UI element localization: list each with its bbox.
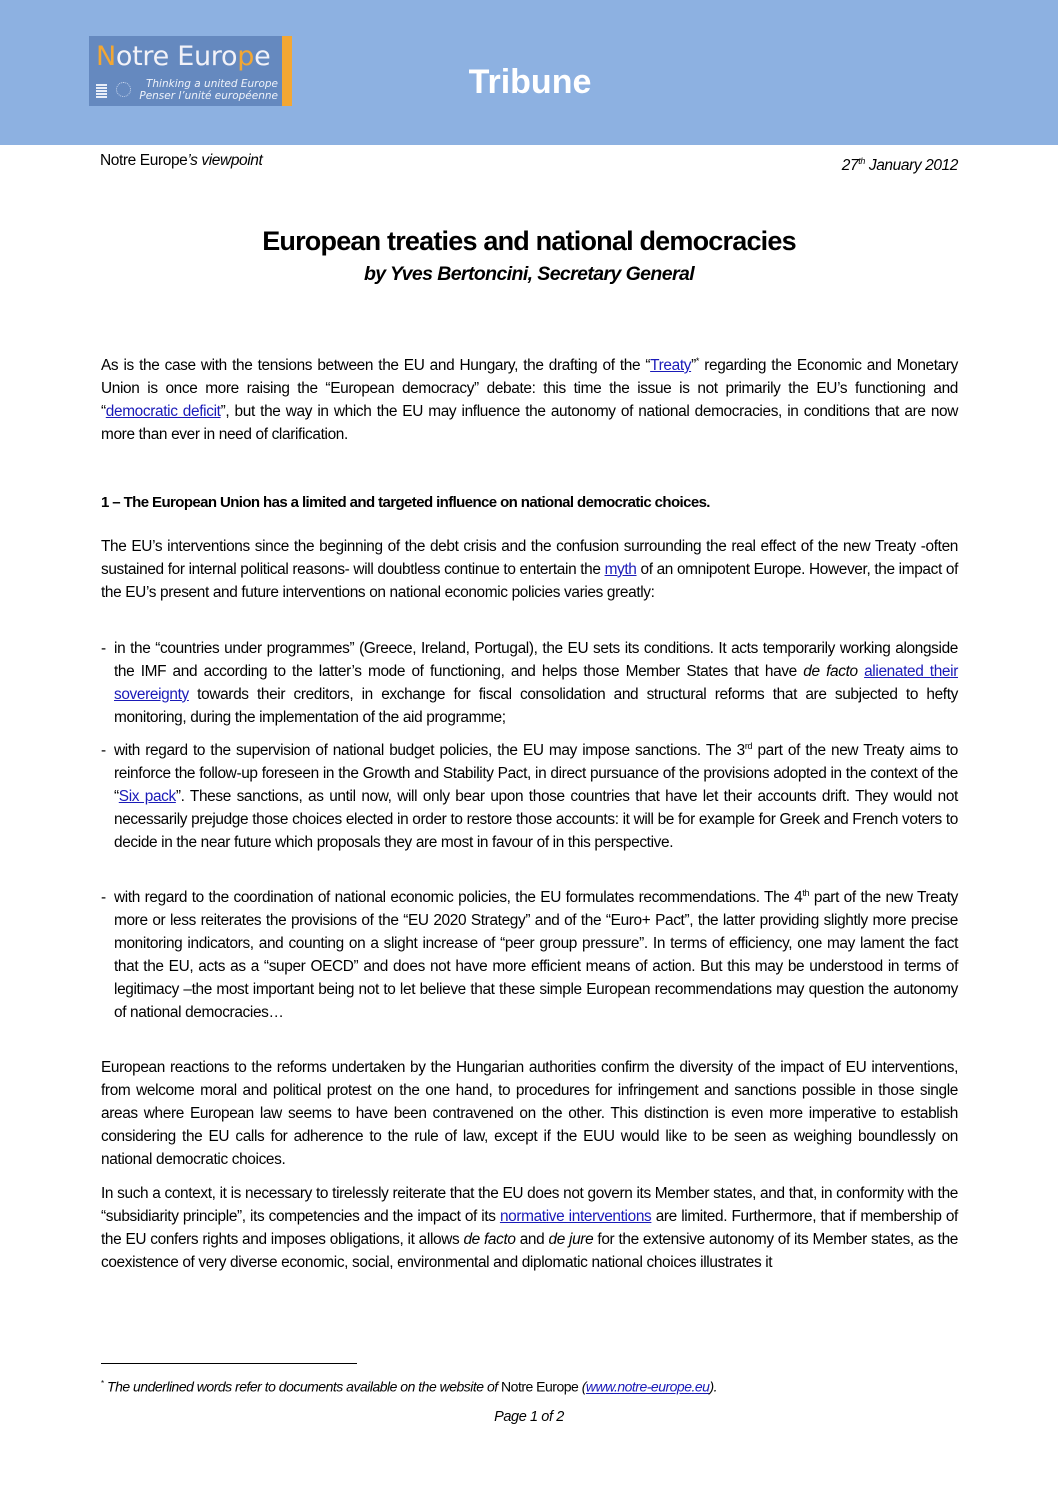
text-run: part of the new Treaty aims to reinforce the follow-up foreseen in the Growth and Stability Pact, in direct pursuance of the provisions adopted in the context of the “ xyxy=(114,742,958,805)
article-byline: by Yves Bertoncini, Secretary General xyxy=(363,263,695,285)
alienated-sovereignty-link[interactable]: alienated their sovereignty xyxy=(114,662,958,703)
footnote-mark: * xyxy=(695,355,700,366)
text-run: ”, but the way in which the EU may influence the autonomy of national democracies, in conditions that are now more than ever in need of clarification. xyxy=(101,402,959,443)
eu-stars-icon xyxy=(116,82,131,97)
paragraph xyxy=(101,1183,958,1275)
ordinal-suffix: rd xyxy=(744,740,753,751)
six-pack-link[interactable]: Six pack xyxy=(118,787,176,805)
publication-date xyxy=(842,150,958,177)
publisher-viewpoint xyxy=(100,150,262,172)
text-run: of an omnipotent Europe. However, the impact of the EU’s present and future interventions on national economic policies varies greatly: xyxy=(101,560,958,601)
myth-link[interactable]: myth xyxy=(604,560,637,578)
text-run: with regard to the supervision of national budget policies, the EU may impose sanctions. The 3 xyxy=(114,742,745,759)
date-suffix: th xyxy=(858,156,865,166)
footnote-publisher: Notre Europe xyxy=(501,1378,579,1395)
text-run: towards their creditors, in exchange for fiscal consolidation and structural reforms that are subjected to hefty monitoring, during the implementation of the aid programme; xyxy=(114,685,958,726)
paragraph xyxy=(101,536,958,605)
logo-tagline-en: Thinking a united Europe xyxy=(145,78,278,90)
logo-letter-p: p xyxy=(237,41,255,72)
text-run: The EU’s interventions since the beginning of the debt crisis and the confusion surrounding the real effect of the new Treaty -often sustained for internal political reasons- will doubtless continue to entertain the xyxy=(101,538,958,578)
footnote-divider xyxy=(101,1363,357,1364)
logo-accent-bar xyxy=(282,36,292,106)
italic-text: de facto xyxy=(803,662,858,680)
footnote xyxy=(101,1374,717,1397)
logo-tagline-fr: Penser l’unité européenne xyxy=(139,90,278,102)
normative-interventions-link[interactable]: normative interventions xyxy=(499,1207,652,1225)
italic-text: de facto xyxy=(463,1230,516,1248)
logo-text-end: e xyxy=(254,41,271,72)
list-item xyxy=(101,740,958,855)
date-day: 27 xyxy=(841,157,859,175)
text-run: for the extensive autonomy of its Member states, as the coexistence of very diverse economic, social, environmental and diplomatic national choices illustrates it xyxy=(101,1230,958,1271)
text-run: with regard to the coordination of national economic policies, the EU formulates recommendations. The 4 xyxy=(114,889,803,906)
logo-wordmark xyxy=(96,42,270,72)
header-banner xyxy=(0,0,1058,145)
text-run: In such a context, it is necessary to tirelessly reiterate that the EU does not govern its Member states, and that, in conformity with the “subsidiarity principle”, its competencies and the impact of its xyxy=(101,1185,958,1225)
treaty-link[interactable]: Treaty xyxy=(650,357,692,374)
list-dash: - xyxy=(101,889,106,906)
footnote-paren: ( xyxy=(578,1378,586,1395)
list-item xyxy=(101,887,958,1024)
text-run: As is the case with the tensions between the EU and Hungary, the drafting of the “ xyxy=(101,357,651,374)
text-run: and xyxy=(515,1230,549,1248)
logo-letter-n: N xyxy=(96,41,116,72)
article-title: European treaties and national democracies xyxy=(262,226,796,256)
document-icon xyxy=(96,84,107,98)
text-run: in the “countries under programmes” (Greece, Ireland, Portugal), the EU sets its conditions. It acts temporarily working alongside the IMF and according to the latter’s mode of functioning, and helps those Member States that have xyxy=(114,640,958,680)
intro-paragraph xyxy=(101,355,958,447)
text-run: part of the new Treaty more or less reiterates the provisions of the “EU 2020 Strategy” and of the “Euro+ Pact”, the latter providing slightly more precise monitoring indicators, and counting on a slight increase of “peer group pressure”. In terms of efficiency, one may lament the fact that the EU, acts as a “super OECD” and does not have more efficient means of action. But this may be understood in terms of legitimacy –the most important being not to let believe that these simple European recommendations may question the autonomy of national democracies… xyxy=(114,889,958,1021)
paragraph: European reactions to the reforms undertaken by the Hungarian authorities confirm the diversity of the impact of EU interventions, from welcome moral and political protest on the one hand, to procedures for infringement and sanctions possible in those single areas where European law seems to have been contravened on the other. This distinction is even more imperative to establish considering the EU calls for adherence to the rule of law, except if the EUU would like to be seen as weighing boundlessly on national democratic choices. xyxy=(101,1059,958,1168)
list-dash: - xyxy=(101,742,106,759)
logo-text: otre Euro xyxy=(115,41,238,72)
ordinal-suffix: th xyxy=(802,887,810,898)
viewpoint-label: ’s viewpoint xyxy=(187,152,263,169)
text-run: ”. These sanctions, as until now, will only bear upon those countries that have let their accounts drift. They would not necessarily prejudge those choices elected in order to restore those accounts: it will be for example for Greek and French voters to decide in the near future which proposals they are most in favour of in this perspective. xyxy=(114,787,958,851)
publisher-name: Notre Europe xyxy=(100,152,188,169)
notre-europe-logo[interactable] xyxy=(89,36,292,106)
text-run: are limited. Furthermore, that if membership of the EU confers rights and imposes obligations, it allows xyxy=(101,1207,958,1248)
website-link[interactable]: www.notre-europe.eu xyxy=(585,1378,710,1395)
footnote-paren: ). xyxy=(709,1378,718,1395)
italic-text: de jure xyxy=(548,1230,594,1248)
header-title: Tribune xyxy=(468,63,592,101)
text-run: ” xyxy=(691,357,696,374)
footnote-text: The underlined words refer to documents available on the website of xyxy=(103,1378,502,1395)
text-run: regarding the Economic and Monetary Union is once more raising the “European democracy” debate: this time the issue is not primarily the EU’s functioning and “ xyxy=(101,357,958,420)
section-heading: 1 – The European Union has a limited and targeted influence on national democratic choices. xyxy=(101,494,710,511)
list-dash: - xyxy=(101,640,106,657)
footnote-mark: * xyxy=(101,1379,104,1388)
date-rest: January 2012 xyxy=(864,157,958,175)
democratic-deficit-link[interactable]: democratic deficit xyxy=(105,402,221,420)
page-number: Page 1 of 2 xyxy=(494,1409,564,1425)
list-item xyxy=(101,638,958,730)
